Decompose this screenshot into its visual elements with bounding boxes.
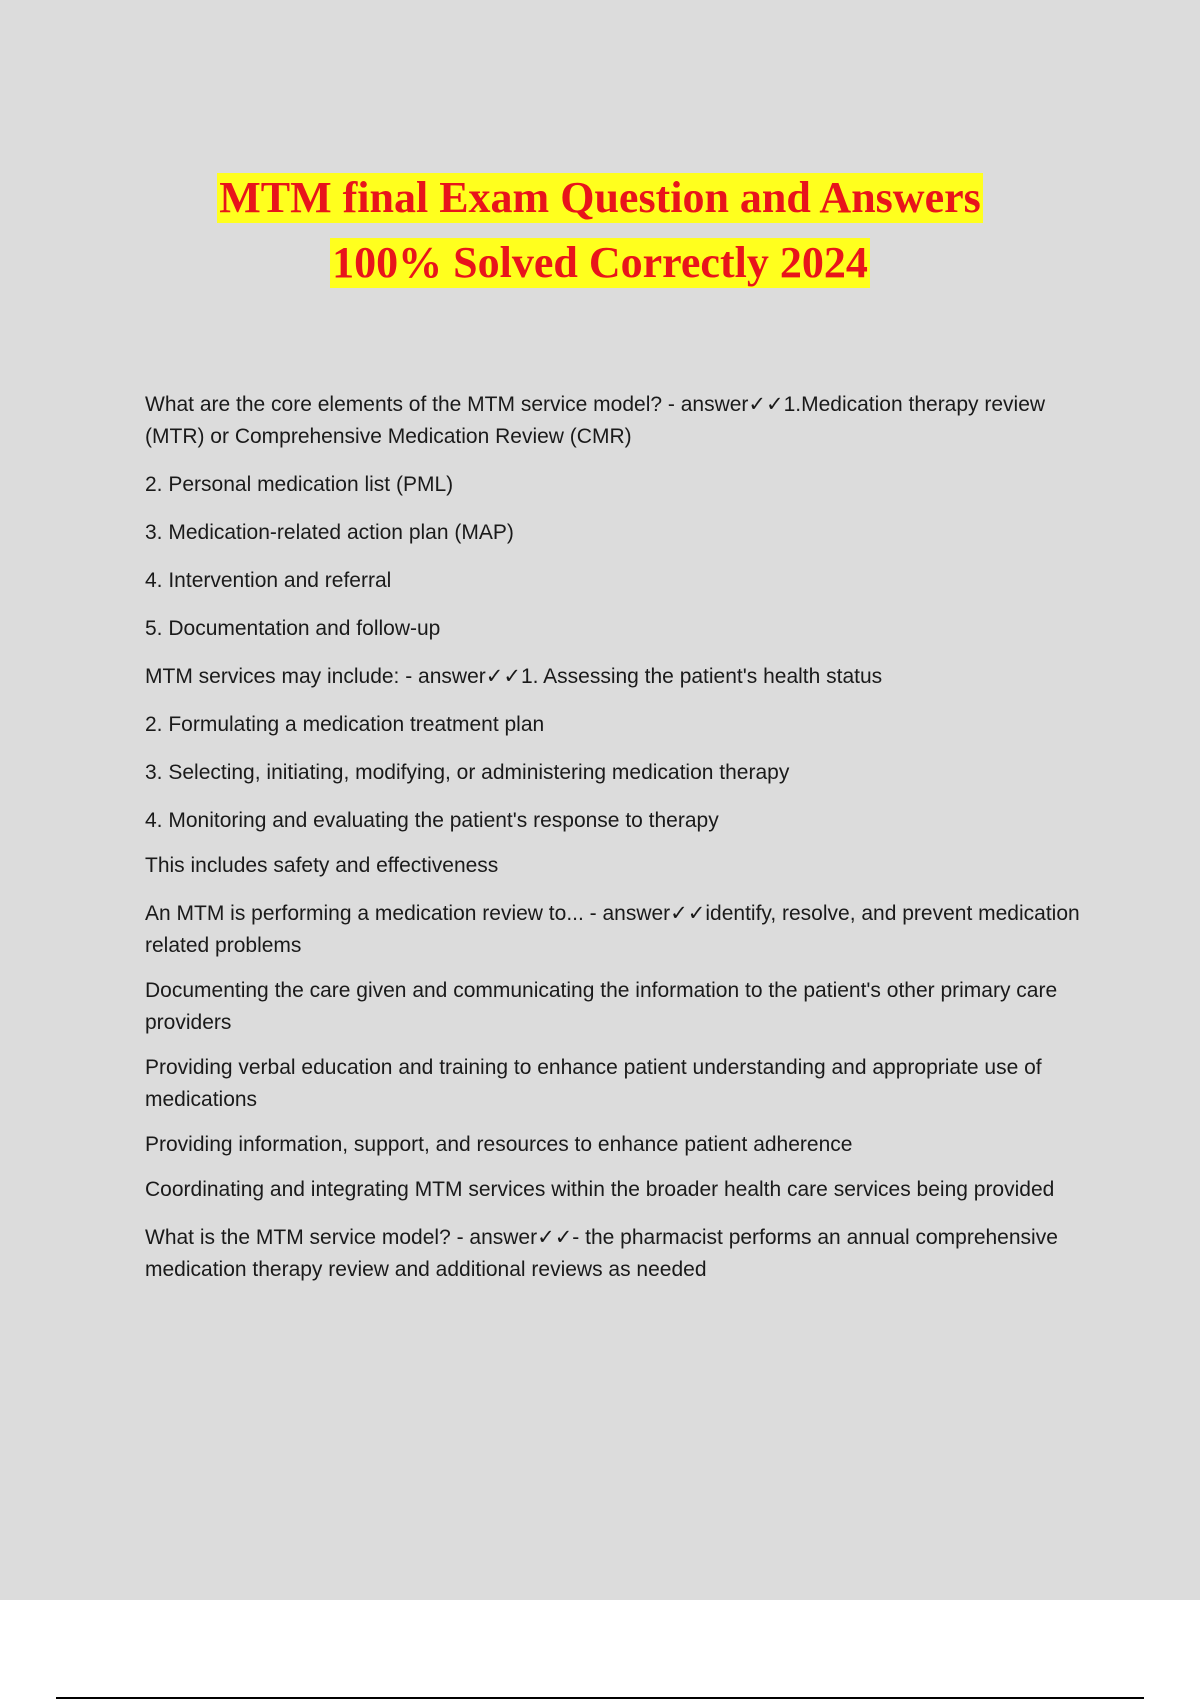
question-3: An MTM is performing a medication review to... - answer✓✓identify, resolve, and prevent medication related problems [145,902,1080,957]
question-1: What are the core elements of the MTM service model? - answer✓✓1.Medication therapy review (MTR) or Comprehensive Medication Review (CMR) [145,393,1046,448]
answer-item: 3. Selecting, initiating, modifying, or administering medication therapy [145,761,790,784]
answer-item: Documenting the care given and communicating the information to the patient's other primary care providers [145,979,1058,1034]
question-4: What is the MTM service model? - answer✓✓- the pharmacist performs an annual comprehensive medication therapy review and additional reviews as needed [145,1226,1058,1281]
answer-item: Coordinating and integrating MTM services within the broader health care services being provided [145,1178,1055,1201]
answer-item: Providing information, support, and resources to enhance patient adherence [145,1133,853,1156]
answer-item: 4. Monitoring and evaluating the patient's response to therapy [145,809,719,832]
answer-note: This includes safety and effectiveness [145,854,499,877]
answer-item: 2. Personal medication list (PML) [145,473,454,496]
document-body [145,389,1085,1302]
answer-item: 4. Intervention and referral [145,569,392,592]
question-2: MTM services may include: - answer✓✓1. Assessing the patient's health status [145,665,883,688]
document-title [0,168,1200,298]
answer-item: 2. Formulating a medication treatment plan [145,713,545,736]
answer-item: 3. Medication-related action plan (MAP) [145,521,514,544]
title-line-2: 100% Solved Correctly 2024 [332,238,868,287]
title-line-1: MTM final Exam Question and Answers [219,173,981,222]
answer-item: 5. Documentation and follow-up [145,617,441,640]
answer-item: Providing verbal education and training to enhance patient understanding and appropriate use of medications [145,1056,1042,1111]
footer-divider [56,1697,1144,1699]
